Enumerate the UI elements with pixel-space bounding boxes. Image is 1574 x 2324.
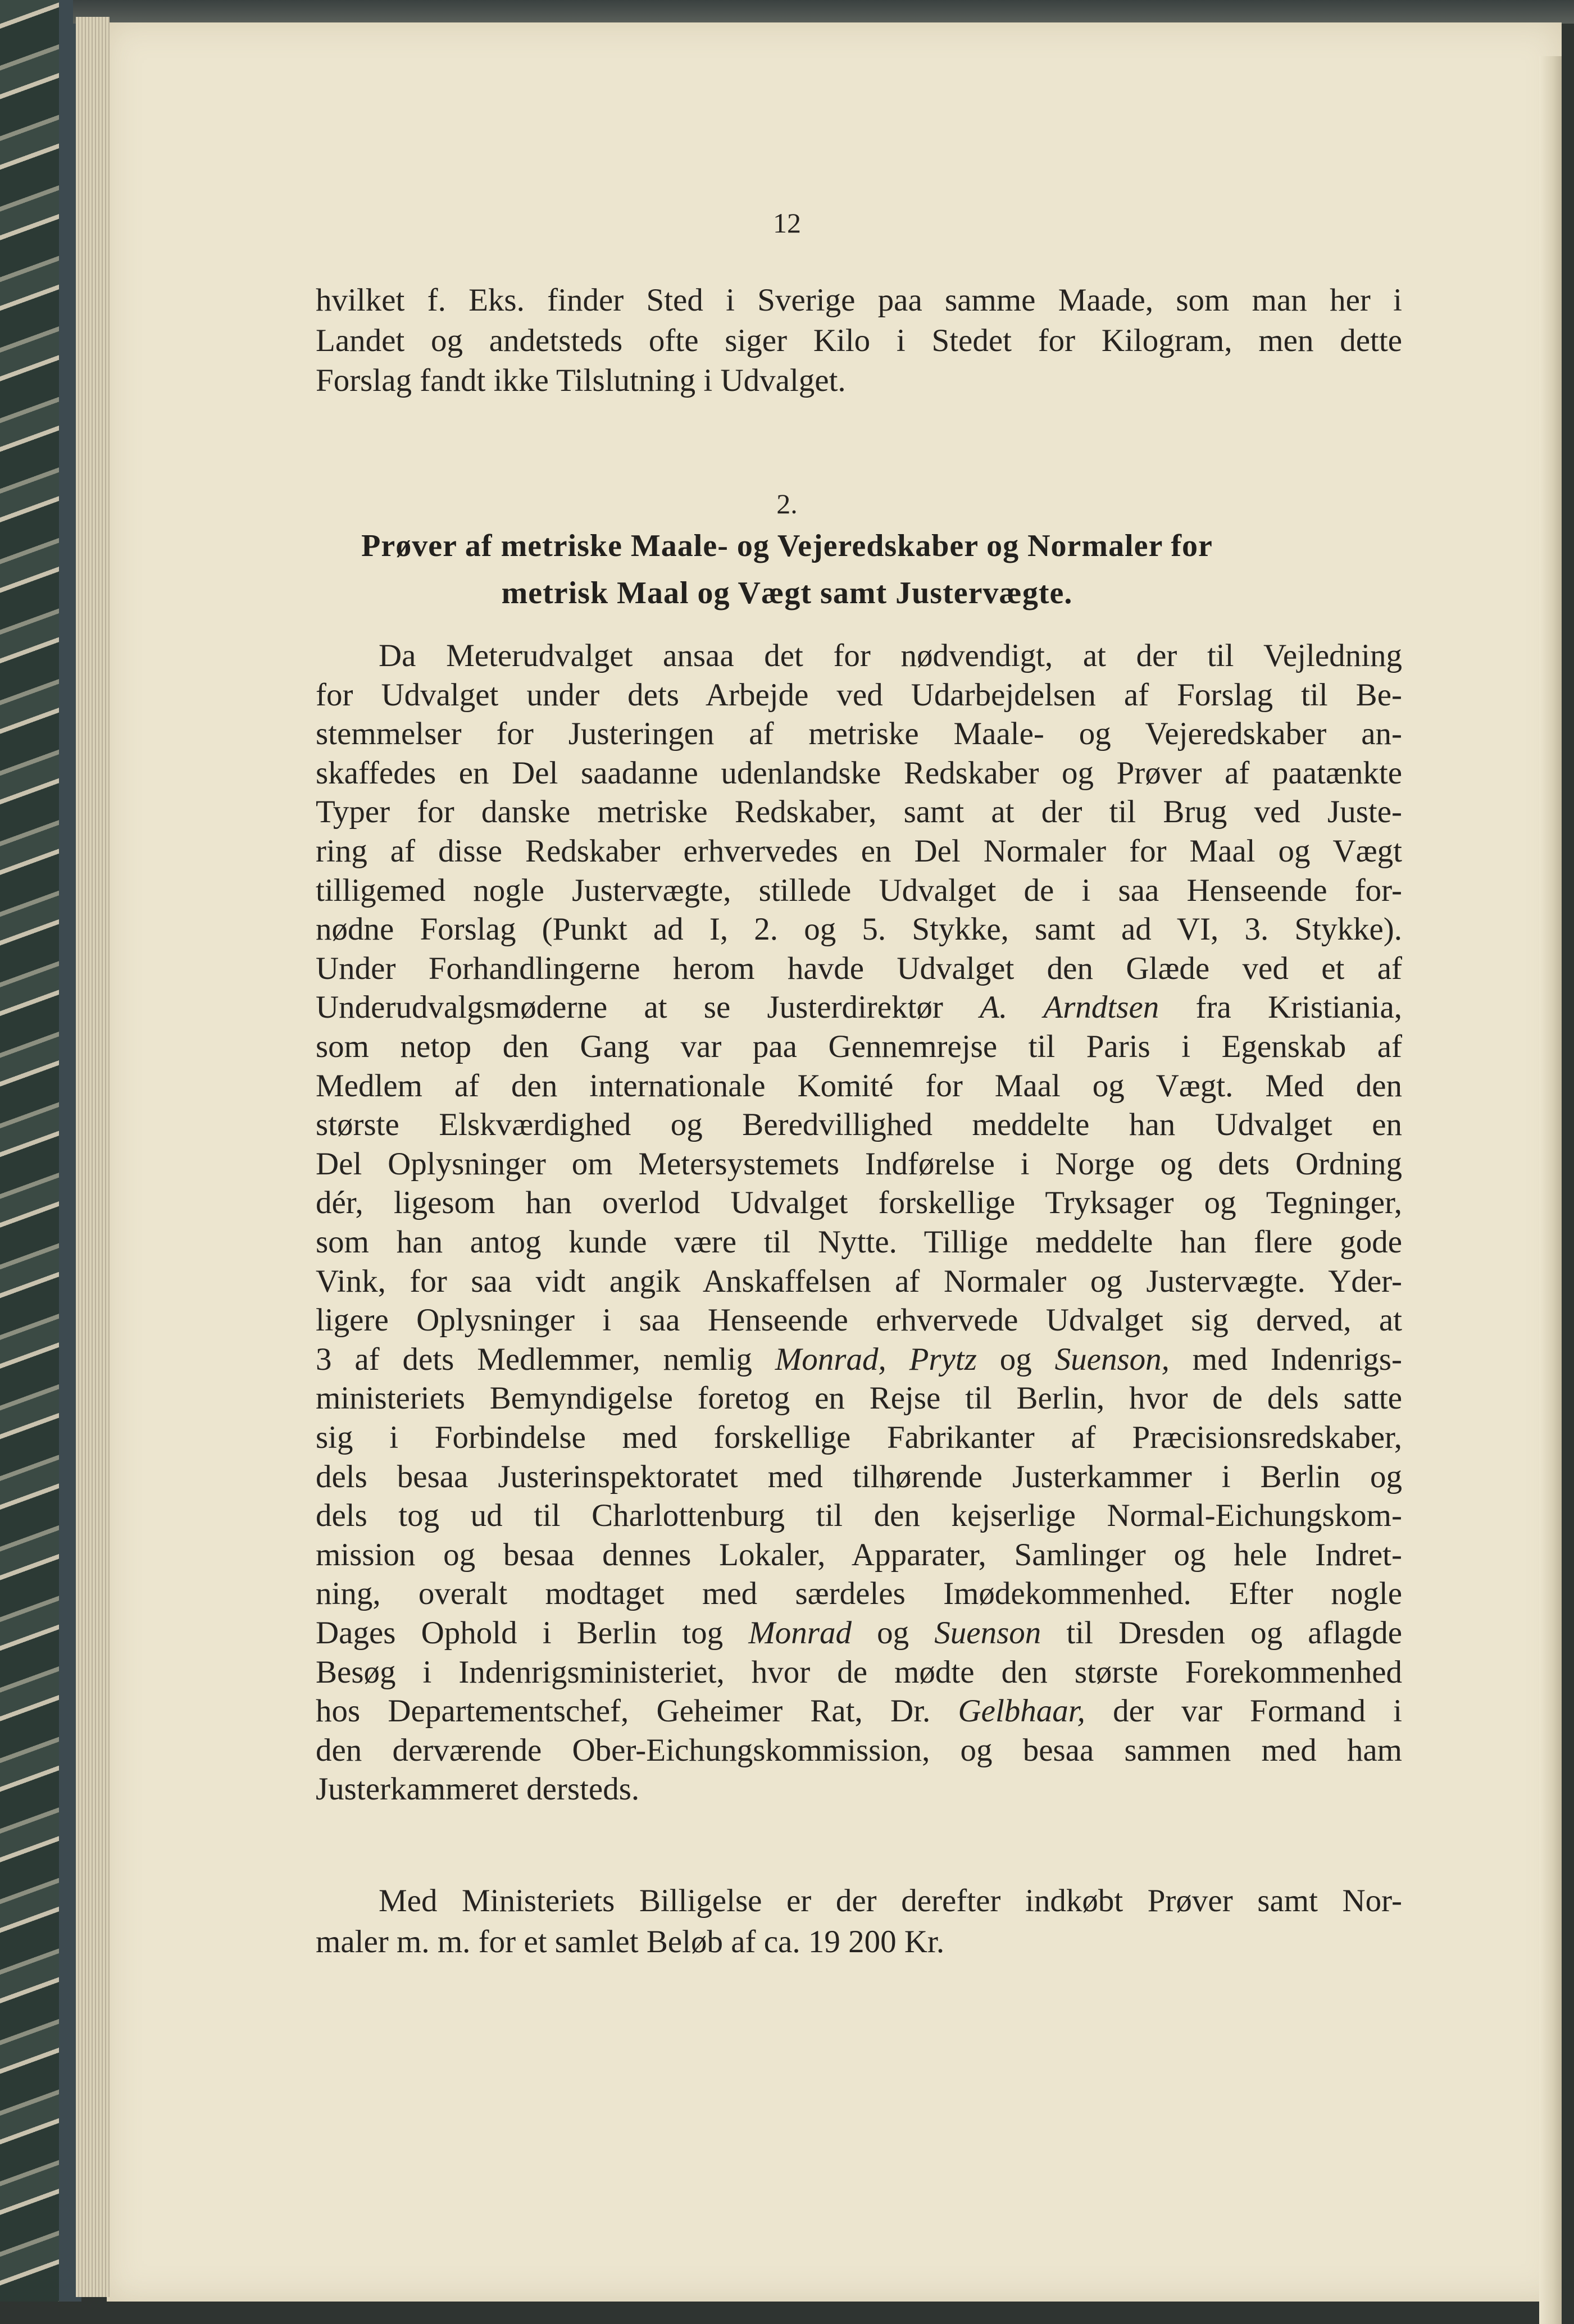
text-line: [316, 910, 1402, 949]
italic-name: Monrad, Prytz: [775, 1341, 977, 1377]
text-segment: dér, ligesom han overlod Udvalget forskellige Tryksager og Tegninger,: [316, 1185, 1402, 1221]
text-line: [316, 1223, 1402, 1262]
text-line: [316, 1067, 1402, 1106]
text-line: [316, 321, 1402, 361]
text-segment: til Dresden og aflagde: [1041, 1615, 1403, 1651]
text-line: [316, 1496, 1402, 1535]
text-line: [316, 1301, 1402, 1340]
text-segment: som han antog kunde være til Nytte. Tillige meddelte han flere gode: [316, 1224, 1402, 1260]
text-segment: Forslag fandt ikke Tilslutning i Udvalget.: [316, 363, 846, 398]
text-segment: ligere Oplysninger i saa Henseende erhvervede Udvalget sig derved, at: [316, 1302, 1402, 1338]
text-segment: fra Kristiania,: [1159, 990, 1402, 1026]
italic-name: Suenson,: [1054, 1341, 1170, 1377]
text-line: [316, 1922, 1402, 1962]
text-segment: Landet og andetsteds ofte siger Kilo i Stedet for Kilogram, men dette: [316, 322, 1402, 358]
italic-name: Suenson: [934, 1615, 1041, 1651]
text-segment: Del Oplysninger om Metersystemets Indførelse i Norge og dets Ordning: [316, 1146, 1402, 1182]
text-segment: Justerkammeret dersteds.: [316, 1771, 640, 1807]
text-line: [316, 1457, 1402, 1497]
text-line: [316, 676, 1402, 715]
italic-name: Gelbhaar,: [958, 1693, 1085, 1729]
text-segment: ministeriets Bemyndigelse foretog en Rejse til Berlin, hvor de dels satte: [316, 1380, 1402, 1416]
text-line: [316, 1183, 1402, 1223]
text-line: [316, 949, 1402, 988]
italic-name: A. Arndtsen: [980, 990, 1159, 1026]
text-line: [316, 1731, 1402, 1770]
text-line: [316, 1262, 1402, 1301]
text-segment: og: [852, 1615, 935, 1651]
text-segment: Dages Ophold i Berlin tog: [316, 1615, 749, 1651]
page-number: 12: [773, 207, 801, 239]
text-segment: ring af disse Redskaber erhvervedes en Del Normaler for Maal og Vægt: [316, 833, 1402, 869]
section-number: 2.: [776, 488, 798, 520]
text-segment: tilligemed nogle Justervægte, stillede Udvalget de i saa Henseende for-: [316, 872, 1402, 908]
text-line: [316, 792, 1402, 832]
text-segment: der var Formand i: [1085, 1693, 1402, 1729]
text-line: [316, 1145, 1402, 1184]
text-segment: nødne Forslag (Punkt ad I, 2. og 5. Stykke, samt ad VI, 3. Stykke).: [316, 912, 1402, 947]
text-segment: Typer for danske metriske Redskaber, samt at der til Brug ved Juste-: [316, 794, 1402, 830]
text-line: [316, 1418, 1402, 1457]
section-heading-line-1: Prøver af metriske Maale- og Vejeredskaber og Normaler for: [361, 528, 1213, 563]
text-segment: Under Forhandlingerne herom havde Udvalget den Glæde ved et af: [316, 950, 1402, 986]
text-segment: hos Departementschef, Geheimer Rat, Dr.: [316, 1693, 958, 1729]
text-line: [316, 1614, 1402, 1653]
text-line: [316, 361, 1402, 400]
text-segment: 3 af dets Medlemmer, nemlig: [316, 1341, 775, 1377]
section-heading-line-2: metrisk Maal og Vægt samt Justervægte.: [501, 576, 1073, 610]
text-line: [316, 1379, 1402, 1418]
text-segment: dels besaa Justerinspektoratet med tilhørende Justerkammer i Berlin og: [316, 1459, 1402, 1494]
text-line: [316, 1881, 1402, 1921]
text-segment: sig i Forbindelse med forskellige Fabrikanter af Præcisionsredskaber,: [316, 1420, 1402, 1455]
text-line: [316, 1574, 1402, 1614]
text-line: [316, 1692, 1402, 1731]
page-right-edge: [1539, 56, 1562, 2324]
book-cover-top-edge: [73, 0, 1574, 24]
text-line: [316, 1653, 1402, 1692]
italic-name: Monrad: [748, 1615, 852, 1651]
text-line: [316, 281, 1402, 320]
text-segment: dels tog ud til Charlottenburg til den kejserlige Normal-Eichungskom-: [316, 1498, 1402, 1534]
text-line: [316, 988, 1402, 1027]
text-segment: største Elskværdighed og Beredvillighed meddelte han Udvalget en: [316, 1107, 1402, 1143]
text-line: [316, 1535, 1402, 1575]
text-segment: for Udvalget under dets Arbejde ved Udarbejdelsen af Forslag til Be-: [316, 677, 1402, 713]
text-segment: ning, overalt modtaget med særdeles Imødekommenhed. Efter nogle: [316, 1576, 1402, 1612]
text-segment: stemmelser for Justeringen af metriske Maale- og Vejeredskaber an-: [316, 716, 1402, 752]
text-line: [316, 832, 1402, 871]
text-line: [316, 1340, 1402, 1379]
text-segment: Med Ministeriets Billigelse er der derefter indkøbt Prøver samt Nor-: [379, 1883, 1402, 1919]
text-segment: den derværende Ober-Eichungskommission, og besaa sammen med ham: [316, 1732, 1402, 1768]
page-stack-edges: [76, 17, 110, 2297]
text-segment: Underudvalgsmøderne at se Justerdirektør: [316, 990, 980, 1026]
text-segment: Vink, for saa vidt angik Anskaffelsen af Normaler og Justervægte. Yder-: [316, 1263, 1402, 1299]
text-line: [316, 714, 1402, 754]
text-segment: Besøg i Indenrigsministeriet, hvor de mødte den største Forekommenhed: [316, 1654, 1402, 1690]
text-segment: som netop den Gang var paa Gennemrejse til Paris i Egenskab af: [316, 1029, 1402, 1064]
text-segment: Medlem af den internationale Komité for Maal og Vægt. Med den: [316, 1068, 1402, 1104]
text-segment: Da Meterudvalget ansaa det for nødvendigt, at der til Vejledning: [379, 638, 1402, 673]
text-line: [316, 754, 1402, 793]
text-segment: og: [976, 1341, 1055, 1377]
text-segment: hvilket f. Eks. finder Sted i Sverige paa samme Maade, som man her i: [316, 282, 1402, 318]
text-segment: maler m. m. for et samlet Beløb af ca. 19 200 Kr.: [316, 1924, 945, 1960]
text-line: [316, 1105, 1402, 1145]
text-line: [316, 871, 1402, 910]
text-segment: med Indenrigs-: [1169, 1341, 1403, 1377]
text-line: [316, 1027, 1402, 1067]
text-segment: skaffedes en Del saadanne udenlandske Redskaber og Prøver af paatænkte: [316, 755, 1402, 791]
text-line: [316, 636, 1402, 676]
text-line: [316, 1770, 1402, 1809]
text-segment: mission og besaa dennes Lokaler, Apparater, Samlinger og hele Indret-: [316, 1537, 1402, 1573]
